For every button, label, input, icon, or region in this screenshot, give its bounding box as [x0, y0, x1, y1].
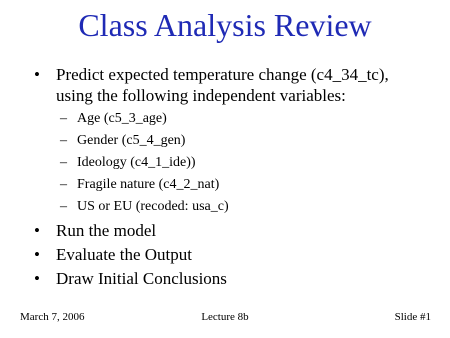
bullet-text: Predict expected temperature change (c4_34_tc),: [56, 65, 389, 84]
sub-bullet-text: Age (c5_3_age): [77, 111, 167, 126]
slide-title: Class Analysis Review: [78, 7, 372, 43]
sub-bullet-dash: –: [60, 111, 67, 126]
sub-bullet-dash: –: [60, 199, 67, 214]
bullet-dot: •: [34, 269, 40, 288]
bullet-dot: •: [34, 245, 40, 264]
bullet-text-continuation: using the following independent variables:: [56, 86, 346, 105]
bullet-text: Draw Initial Conclusions: [56, 269, 227, 288]
sub-bullet-text: Fragile nature (c4_2_nat): [77, 177, 220, 192]
bullet-dot: •: [34, 65, 40, 84]
sub-bullet-text: Gender (c5_4_gen): [77, 133, 186, 148]
sub-bullet-dash: –: [60, 177, 67, 192]
sub-bullet-dash: –: [60, 155, 67, 170]
footer-date: March 7, 2006: [20, 311, 85, 323]
bullet-text: Run the model: [56, 221, 157, 240]
sub-bullet-text: US or EU (recoded: usa_c): [77, 199, 229, 214]
footer-lecture: Lecture 8b: [201, 311, 249, 323]
footer-slide-number: Slide #1: [394, 311, 431, 323]
bullet-text: Evaluate the Output: [56, 245, 192, 264]
sub-bullet-dash: –: [60, 133, 67, 148]
sub-bullet-text: Ideology (c4_1_ide)): [77, 155, 196, 170]
bullet-dot: •: [34, 221, 40, 240]
